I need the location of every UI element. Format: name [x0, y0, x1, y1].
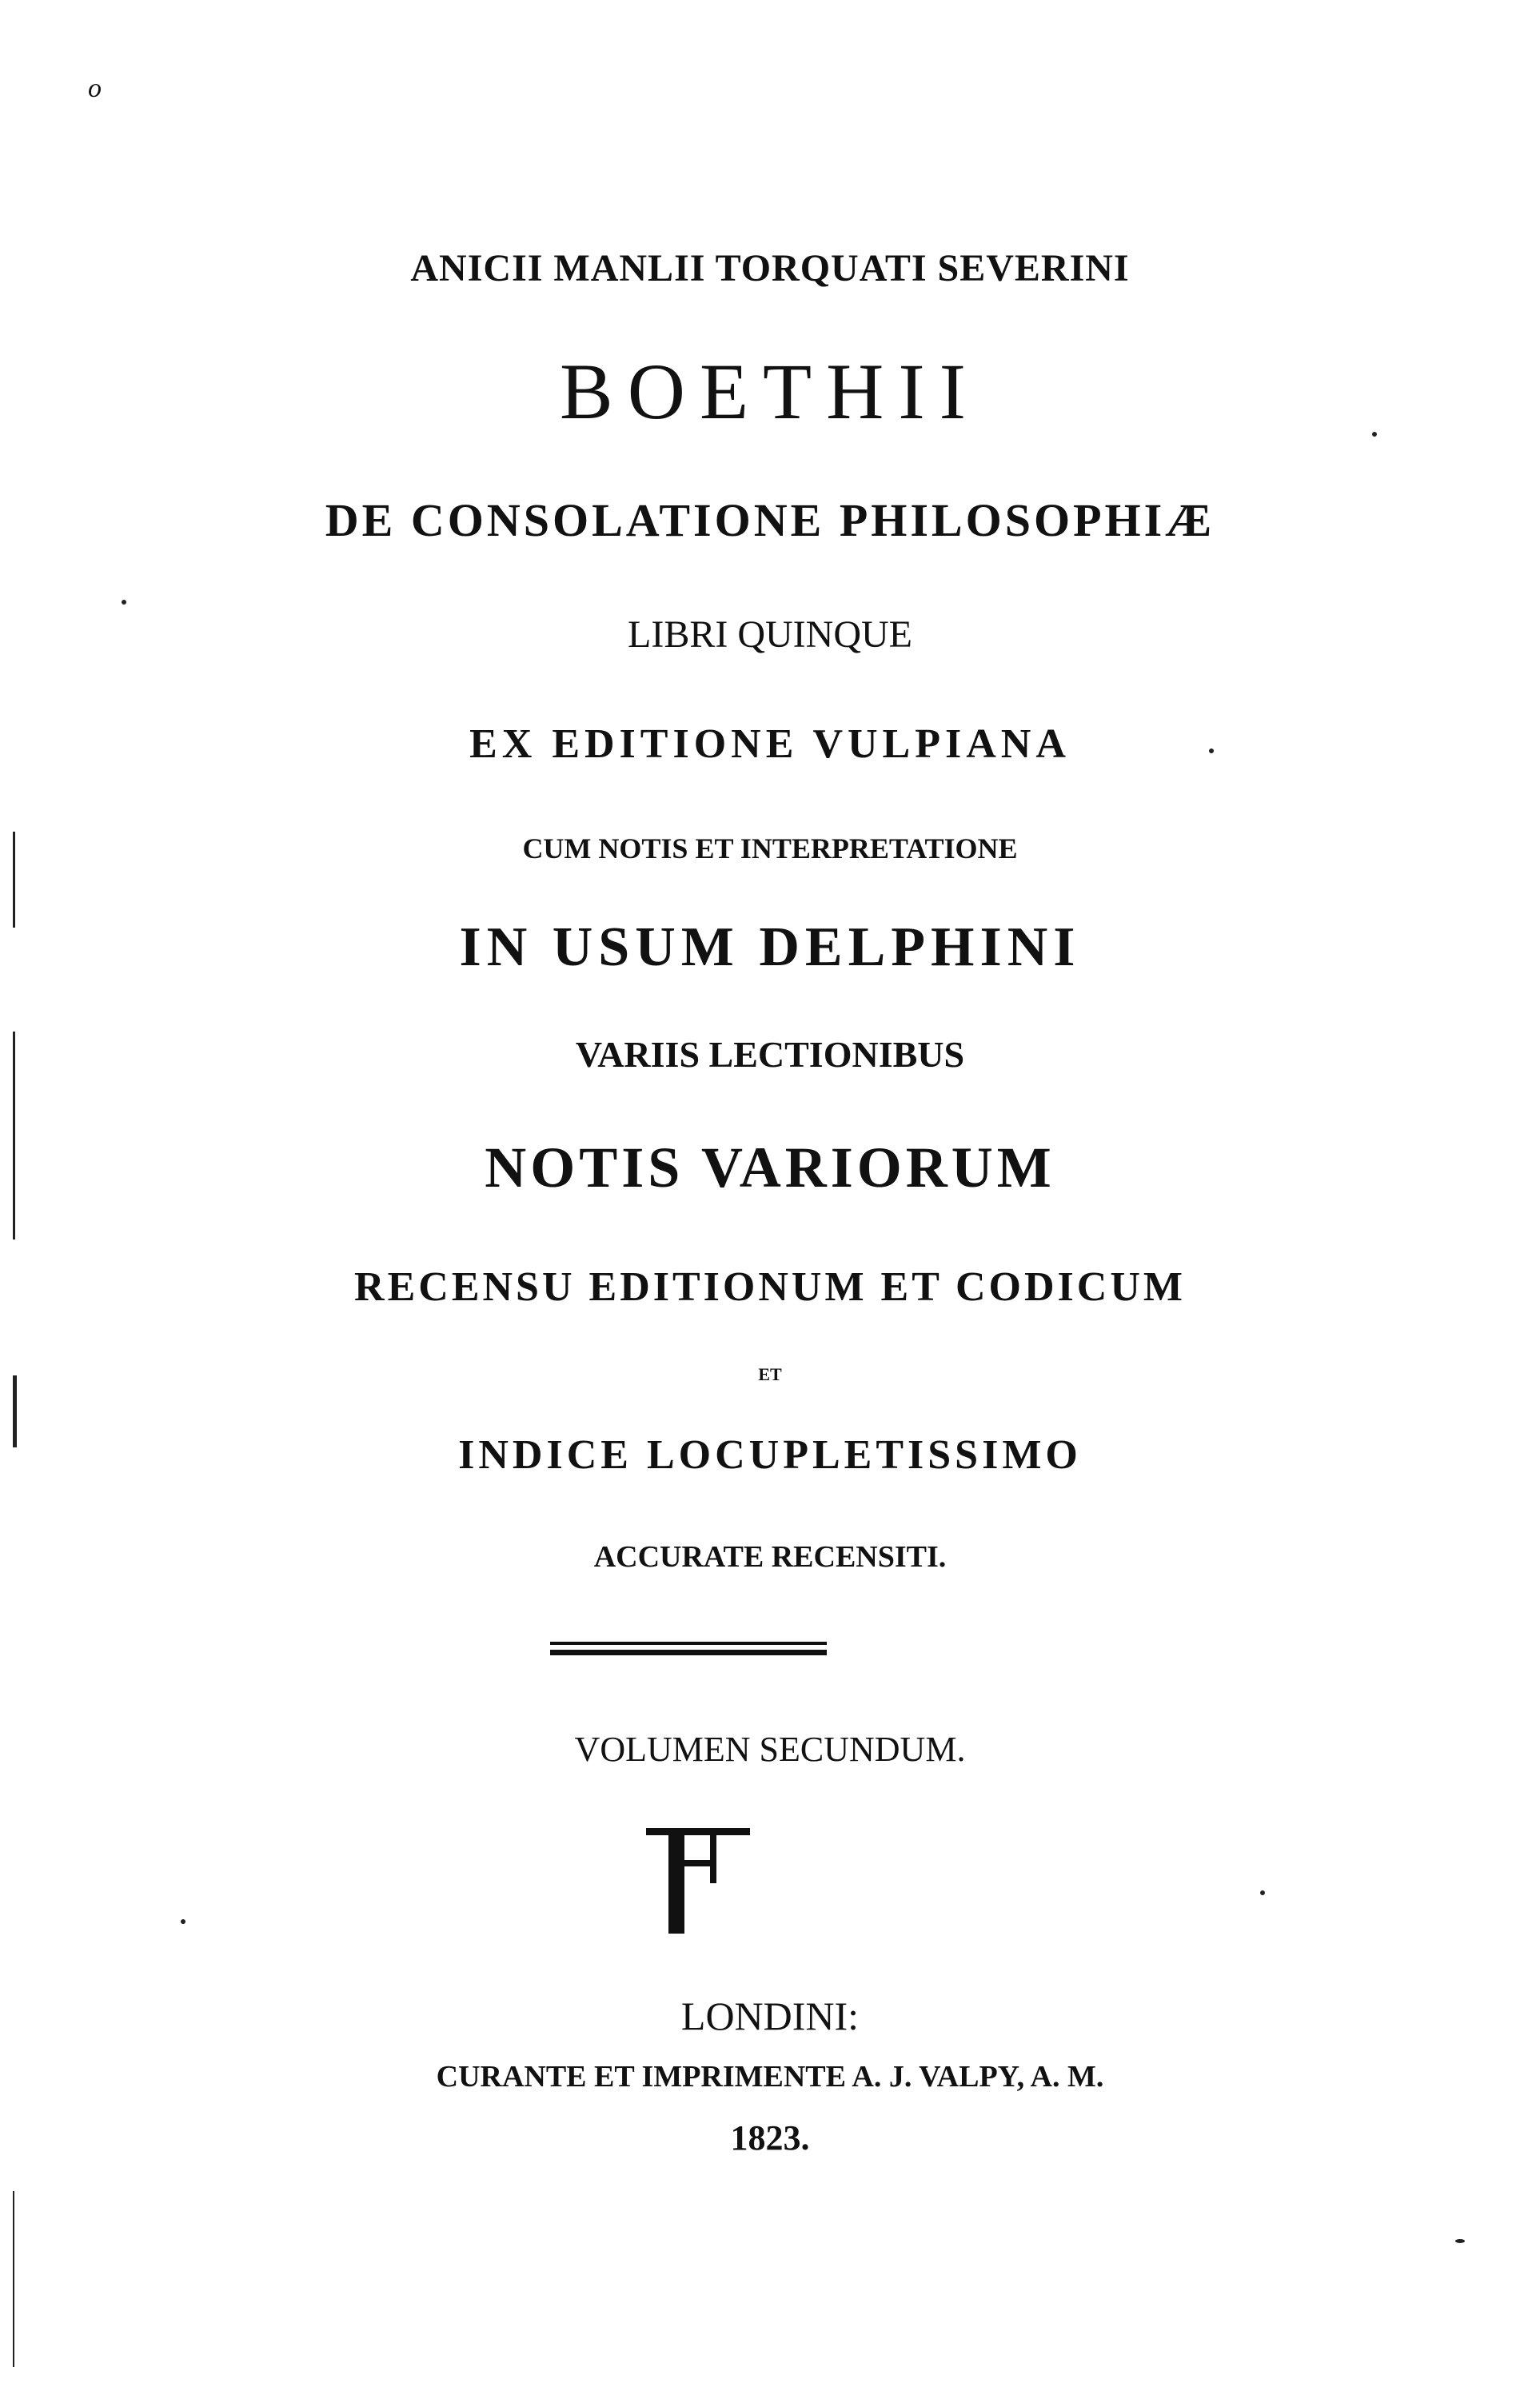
ink-speck: [1455, 2239, 1465, 2243]
accurate-line: ACCURATE RECENSITI.: [593, 1540, 947, 1574]
page-edge-mark: [13, 1032, 15, 1239]
author-name: BOETHII: [560, 347, 980, 436]
ink-speck: [1209, 748, 1214, 753]
place-line: LONDINI:: [680, 1994, 860, 2038]
notes-line: CUM NOTIS ET INTERPRETATIONE: [522, 832, 1018, 864]
books-line: LIBRI QUINQUE: [628, 613, 912, 656]
double-rule-bottom: [550, 1650, 827, 1655]
page-edge-mark: [13, 832, 15, 928]
page-edge-mark: [13, 2191, 14, 2367]
printer-line: CURANTE ET IMPRIMENTE A. J. VALPY, A. M.: [436, 2060, 1104, 2094]
ink-speck: [1260, 1890, 1265, 1895]
et-line: ET: [758, 1364, 782, 1384]
edition-line: EX EDITIONE VULPIANA: [469, 721, 1071, 767]
author-line: ANICII MANLII TORQUATI SEVERINI: [410, 247, 1130, 289]
printer-device-icon: [646, 1823, 750, 1935]
variants-line: VARIIS LECTIONIBUS: [575, 1034, 965, 1075]
corner-mark: o: [88, 74, 102, 103]
ink-speck: [122, 600, 126, 605]
volume-line: VOLUMEN SECUNDUM.: [574, 1730, 966, 1769]
year-line: 1823.: [730, 2118, 810, 2158]
index-line: INDICE LOCUPLETISSIMO: [458, 1432, 1082, 1478]
ink-speck: [1372, 432, 1377, 437]
delphin-line: IN USUM DELPHINI: [459, 916, 1081, 978]
recension-line: RECENSU EDITIONUM ET CODICUM: [354, 1264, 1186, 1310]
variorum-line: NOTIS VARIORUM: [485, 1136, 1055, 1200]
work-title: DE CONSOLATIONE PHILOSOPHIÆ: [325, 494, 1215, 546]
double-rule-top: [550, 1642, 827, 1645]
page-edge-mark: [13, 1375, 17, 1447]
ink-speck: [181, 1919, 186, 1924]
